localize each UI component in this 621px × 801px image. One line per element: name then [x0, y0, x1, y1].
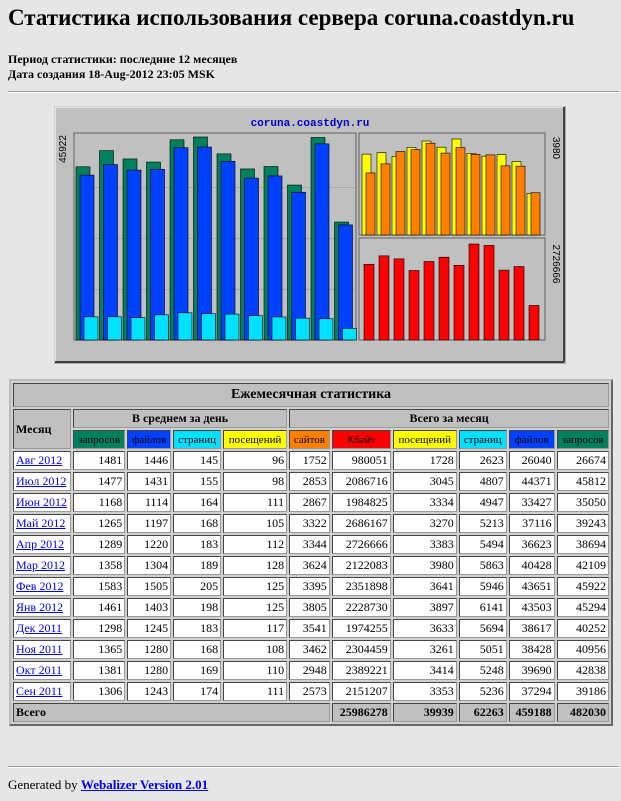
value-cell: 6141	[459, 598, 507, 617]
right-bottom-scale-label: 2726666	[550, 244, 561, 284]
value-cell: 37294	[509, 682, 555, 701]
value-cell: 2867	[289, 493, 330, 512]
bar-files	[268, 176, 282, 340]
bar-pages	[108, 317, 122, 340]
value-cell: 3980	[393, 556, 457, 575]
total-pages: 62263	[459, 703, 507, 722]
bar-pages	[178, 313, 192, 340]
table-row	[13, 493, 609, 512]
value-cell: 5494	[459, 535, 507, 554]
value-cell: 145	[173, 451, 221, 470]
bar-sites	[531, 193, 540, 235]
value-cell: 174	[173, 682, 221, 701]
usage-chart-svg	[54, 106, 566, 364]
month-cell	[13, 556, 71, 575]
value-cell: 45922	[557, 577, 609, 596]
value-cell: 3322	[289, 514, 330, 533]
value-cell: 2948	[289, 661, 330, 680]
value-cell: 1197	[127, 514, 171, 533]
value-cell: 2573	[289, 682, 330, 701]
bar-sites	[471, 154, 480, 235]
value-cell: 1752	[289, 451, 330, 470]
bar-sites	[426, 143, 435, 235]
value-cell: 3414	[393, 661, 457, 680]
value-cell: 37116	[509, 514, 555, 533]
column-header-2: страниц	[173, 430, 221, 449]
value-cell: 39186	[557, 682, 609, 701]
divider-top	[8, 91, 619, 93]
bar-kbytes	[439, 257, 449, 340]
value-cell: 1298	[73, 619, 125, 638]
value-cell: 3270	[393, 514, 457, 533]
value-cell: 3633	[393, 619, 457, 638]
table-row	[13, 556, 609, 575]
value-cell: 1358	[73, 556, 125, 575]
month-link[interactable]: Янв 2012	[16, 600, 64, 614]
total-group-header: Всего за месяц	[289, 409, 609, 428]
value-cell: 1974255	[332, 619, 391, 638]
bar-kbytes	[364, 264, 374, 340]
total-kbytes: 25986278	[332, 703, 391, 722]
generated-line: Дата создания 18-Aug-2012 23:05 MSK	[8, 67, 215, 81]
webalizer-link[interactable]: Webalizer Version 2.01	[80, 777, 209, 792]
footer	[8, 777, 208, 793]
value-cell: 1505	[127, 577, 171, 596]
total-files: 459188	[509, 703, 555, 722]
bar-sites	[441, 153, 450, 235]
value-cell: 1477	[73, 472, 125, 491]
value-cell: 42109	[557, 556, 609, 575]
page-title: Статистика использования сервера coruna.coastdyn.ru	[8, 5, 575, 30]
value-cell: 3261	[393, 640, 457, 659]
value-cell: 2623	[459, 451, 507, 470]
value-cell: 164	[173, 493, 221, 512]
month-link[interactable]: Июн 2012	[16, 495, 68, 509]
footer-prefix: Generated by	[8, 777, 78, 792]
value-cell: 125	[223, 598, 287, 617]
value-cell: 3541	[289, 619, 330, 638]
value-cell: 3624	[289, 556, 330, 575]
value-cell: 183	[173, 535, 221, 554]
value-cell: 36623	[509, 535, 555, 554]
column-header-5: Кбайт	[332, 430, 391, 449]
value-cell: 1481	[73, 451, 125, 470]
value-cell: 38428	[509, 640, 555, 659]
month-link[interactable]: Дек 2011	[16, 621, 63, 635]
month-link[interactable]: Авг 2012	[16, 453, 63, 467]
value-cell: 5863	[459, 556, 507, 575]
value-cell: 2853	[289, 472, 330, 491]
value-cell: 98	[223, 472, 287, 491]
value-cell: 3383	[393, 535, 457, 554]
value-cell: 44371	[509, 472, 555, 491]
value-cell: 42838	[557, 661, 609, 680]
bar-kbytes	[514, 267, 524, 340]
value-cell: 125	[223, 577, 287, 596]
value-cell: 198	[173, 598, 221, 617]
table-row	[13, 661, 609, 680]
bar-files	[174, 148, 188, 340]
bar-kbytes	[529, 305, 539, 340]
value-cell: 1306	[73, 682, 125, 701]
value-cell: 35050	[557, 493, 609, 512]
month-cell	[13, 598, 71, 617]
bar-sites	[381, 164, 390, 235]
value-cell: 1280	[127, 640, 171, 659]
value-cell: 3395	[289, 577, 330, 596]
value-cell: 3641	[393, 577, 457, 596]
value-cell: 1461	[73, 598, 125, 617]
value-cell: 2389221	[332, 661, 391, 680]
value-cell: 5248	[459, 661, 507, 680]
column-header-1: файлов	[127, 430, 171, 449]
table-row	[13, 577, 609, 596]
bar-files	[104, 165, 118, 340]
value-cell: 38617	[509, 619, 555, 638]
column-header-3: посещений	[223, 430, 287, 449]
value-cell: 39243	[557, 514, 609, 533]
usage-chart	[54, 106, 566, 364]
value-cell: 26040	[509, 451, 555, 470]
value-cell: 2228730	[332, 598, 391, 617]
value-cell: 128	[223, 556, 287, 575]
stats-caption: Ежемесячная статистика	[13, 383, 609, 407]
bar-sites	[411, 150, 420, 235]
value-cell: 1243	[127, 682, 171, 701]
report-meta	[8, 52, 237, 82]
value-cell: 45294	[557, 598, 609, 617]
month-cell	[13, 451, 71, 470]
monthly-stats-table	[9, 379, 613, 726]
value-cell: 3805	[289, 598, 330, 617]
value-cell: 1289	[73, 535, 125, 554]
value-cell: 1114	[127, 493, 171, 512]
table-row	[13, 682, 609, 701]
value-cell: 3353	[393, 682, 457, 701]
value-cell: 155	[173, 472, 221, 491]
month-cell	[13, 577, 71, 596]
table-row	[13, 619, 609, 638]
value-cell: 1265	[73, 514, 125, 533]
value-cell: 2086716	[332, 472, 391, 491]
value-cell: 1280	[127, 661, 171, 680]
value-cell: 1245	[127, 619, 171, 638]
bar-kbytes	[454, 265, 464, 340]
bar-files	[221, 161, 235, 340]
value-cell: 3045	[393, 472, 457, 491]
table-row	[13, 514, 609, 533]
table-row	[13, 535, 609, 554]
value-cell: 26674	[557, 451, 609, 470]
column-header-4: сайтов	[289, 430, 330, 449]
avg-group-header: В среднем за день	[73, 409, 287, 428]
month-link[interactable]: Сен 2011	[16, 684, 63, 698]
value-cell: 980051	[332, 451, 391, 470]
month-link[interactable]: Мар 2012	[16, 558, 65, 572]
value-cell: 1728	[393, 451, 457, 470]
bar-pages	[272, 317, 286, 340]
value-cell: 3334	[393, 493, 457, 512]
bar-pages	[84, 317, 98, 340]
bar-pages	[319, 319, 333, 340]
table-row	[13, 472, 609, 491]
bar-files	[315, 144, 329, 340]
value-cell: 45812	[557, 472, 609, 491]
value-cell: 4947	[459, 493, 507, 512]
value-cell: 5946	[459, 577, 507, 596]
value-cell: 111	[223, 682, 287, 701]
column-header-8: файлов	[509, 430, 555, 449]
bar-pages	[202, 314, 216, 340]
bar-kbytes	[424, 262, 434, 340]
bar-pages	[296, 318, 310, 340]
value-cell: 96	[223, 451, 287, 470]
value-cell: 4807	[459, 472, 507, 491]
month-link[interactable]: Июл 2012	[16, 474, 67, 488]
value-cell: 105	[223, 514, 287, 533]
month-cell	[13, 493, 71, 512]
value-cell: 1168	[73, 493, 125, 512]
bar-sites	[396, 151, 405, 235]
bar-kbytes	[394, 259, 404, 340]
total-row	[13, 703, 609, 722]
value-cell: 117	[223, 619, 287, 638]
right-top-scale-label: 3980	[550, 136, 561, 160]
bar-sites	[501, 166, 510, 235]
value-cell: 33427	[509, 493, 555, 512]
month-cell	[13, 472, 71, 491]
month-cell	[13, 514, 71, 533]
value-cell: 43503	[509, 598, 555, 617]
bar-pages	[131, 318, 145, 340]
column-header-0: запросов	[73, 430, 125, 449]
column-header-9: запросов	[557, 430, 609, 449]
bar-kbytes	[379, 256, 389, 340]
value-cell: 2726666	[332, 535, 391, 554]
month-link[interactable]: Май 2012	[16, 516, 66, 530]
month-cell	[13, 619, 71, 638]
total-visits: 39939	[393, 703, 457, 722]
divider-bottom	[8, 766, 619, 768]
value-cell: 2304459	[332, 640, 391, 659]
bar-files	[339, 225, 353, 340]
value-cell: 2351898	[332, 577, 391, 596]
table-row	[13, 451, 609, 470]
value-cell: 43651	[509, 577, 555, 596]
column-header-6: посещений	[393, 430, 457, 449]
value-cell: 1403	[127, 598, 171, 617]
value-cell: 5694	[459, 619, 507, 638]
value-cell: 112	[223, 535, 287, 554]
stats-grid	[11, 381, 611, 724]
value-cell: 168	[173, 514, 221, 533]
value-cell: 40252	[557, 619, 609, 638]
month-link[interactable]: Апр 2012	[16, 537, 65, 551]
value-cell: 189	[173, 556, 221, 575]
bar-files	[198, 147, 212, 340]
bar-kbytes	[499, 270, 509, 340]
value-cell: 1984825	[332, 493, 391, 512]
value-cell: 1381	[73, 661, 125, 680]
value-cell: 39690	[509, 661, 555, 680]
table-row	[13, 640, 609, 659]
chart-title: coruna.coastdyn.ru	[250, 118, 370, 130]
value-cell: 169	[173, 661, 221, 680]
month-cell	[13, 535, 71, 554]
value-cell: 3462	[289, 640, 330, 659]
bar-kbytes	[469, 244, 479, 340]
value-cell: 168	[173, 640, 221, 659]
bar-pages	[155, 315, 169, 340]
bar-sites	[486, 155, 495, 235]
value-cell: 40428	[509, 556, 555, 575]
value-cell: 3897	[393, 598, 457, 617]
value-cell: 205	[173, 577, 221, 596]
period-line: Период статистики: последние 12 месяцев	[8, 52, 238, 66]
bar-sites	[516, 166, 525, 235]
month-header: Месяц	[13, 409, 71, 449]
bar-files	[151, 169, 165, 340]
month-cell	[13, 640, 71, 659]
month-cell	[13, 661, 71, 680]
value-cell: 108	[223, 640, 287, 659]
total-label: Всего	[13, 703, 330, 722]
bar-pages	[343, 328, 357, 340]
month-link[interactable]: Окт 2011	[16, 663, 63, 677]
value-cell: 5236	[459, 682, 507, 701]
month-link[interactable]: Ноя 2011	[16, 642, 63, 656]
bar-sites	[456, 148, 465, 235]
value-cell: 1431	[127, 472, 171, 491]
value-cell: 111	[223, 493, 287, 512]
value-cell: 1304	[127, 556, 171, 575]
bar-files	[80, 175, 94, 340]
value-cell: 5213	[459, 514, 507, 533]
value-cell: 1583	[73, 577, 125, 596]
value-cell: 2151207	[332, 682, 391, 701]
bar-kbytes	[409, 270, 419, 340]
value-cell: 110	[223, 661, 287, 680]
column-header-7: страниц	[459, 430, 507, 449]
value-cell: 183	[173, 619, 221, 638]
bar-pages	[249, 316, 263, 340]
left-scale-label: 45922	[58, 135, 69, 163]
value-cell: 1220	[127, 535, 171, 554]
bar-files	[127, 170, 141, 340]
value-cell: 3344	[289, 535, 330, 554]
value-cell: 38694	[557, 535, 609, 554]
month-link[interactable]: Фев 2012	[16, 579, 64, 593]
value-cell: 1365	[73, 640, 125, 659]
value-cell: 2122083	[332, 556, 391, 575]
total-hits: 482030	[557, 703, 609, 722]
bar-sites	[366, 173, 375, 235]
bar-kbytes	[484, 245, 494, 340]
value-cell: 40956	[557, 640, 609, 659]
bar-pages	[225, 314, 239, 340]
value-cell: 5051	[459, 640, 507, 659]
value-cell: 2686167	[332, 514, 391, 533]
table-row	[13, 598, 609, 617]
value-cell: 1446	[127, 451, 171, 470]
month-cell	[13, 682, 71, 701]
